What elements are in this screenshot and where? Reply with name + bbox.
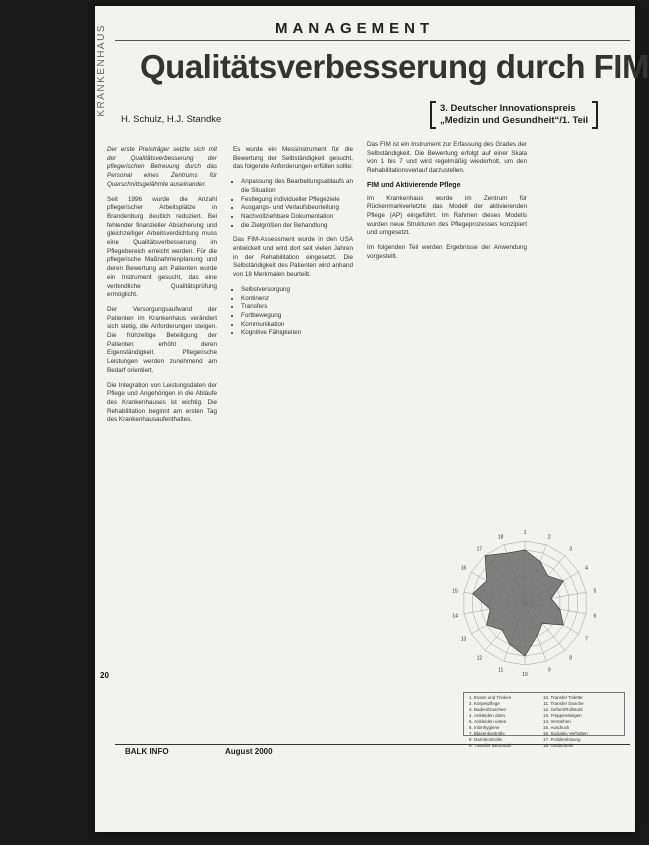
legend-entry: 1. Essen und Trinken xyxy=(474,695,546,701)
axis-label: 4 xyxy=(585,565,588,572)
legend-entry: 17. Problemlösung xyxy=(551,737,623,743)
page-footer xyxy=(115,744,630,757)
axis-label: 5 xyxy=(593,588,597,595)
axis-label: 12 xyxy=(476,655,483,662)
list-item: • Kontinenz xyxy=(241,295,353,304)
side-label: KRANKENHAUS xyxy=(96,24,107,117)
list-item: • Kognitive Fähigkeiten xyxy=(241,329,353,338)
header-rule xyxy=(115,40,630,41)
magazine-name: BALK INFO xyxy=(125,747,169,756)
paragraph: Seit 1996 wurde die Anzahl pflegerischer Arbeitsplätze in Brandenburg deutlich reduziert. Bei fehlender finanzieller Absicherung und gleichzeitiger Arbeitsverdichtung muss eine Qualitätsverbesserung im Pflegebereich erreicht werden. Für die pflegerische Maßnahmenplanung und deren Bewertung am Patienten wurde ein Instrument gesucht, das eine verbindliche Qualitätsprüfung ermöglicht. xyxy=(107,195,217,299)
bullet-list-2 xyxy=(233,286,353,338)
legend-entry: 4. Ankleiden oben xyxy=(474,713,546,719)
axis-label: 9 xyxy=(547,667,551,674)
bullet-list xyxy=(233,178,353,230)
series-box xyxy=(430,101,598,129)
list-item: • Festlegung individueller Pflegeziele xyxy=(241,196,353,205)
list-item: • Transfers xyxy=(241,303,353,312)
paragraph: Das FIM-Assessment wurde in den USA entwickelt und wird dort seit vielen Jahren in der Rehabilitation eingesetzt. Die Selbständigkeit des Patienten wird anhand von 18 Merkmalen beurteilt. xyxy=(233,236,353,279)
section-label: MANAGEMENT xyxy=(275,20,435,37)
legend-entry: 13. Treppensteigen xyxy=(551,713,623,719)
legend-entry: 14. Verstehen xyxy=(551,719,623,725)
list-item: • Selbstversorgung xyxy=(241,286,353,295)
axis-label: 14 xyxy=(452,613,458,620)
axis-label: 1 xyxy=(523,530,527,536)
paragraph: Der Versorgungsaufwand der Patienten im Krankenhaus verändert sich stetig, die Anforderungen steigen. Die frühzeitige Beteiligung der Patienten erhöht deren Eigenständigkeit. Pflegerische Leistungen werden zunehmend am Bedarf orientiert. xyxy=(107,305,217,374)
data-area xyxy=(473,550,564,656)
legend-entry: 18. Gedächtnis xyxy=(551,743,623,749)
axis-label: 16 xyxy=(460,565,467,572)
list-item: • die Zielgrößen der Behandlung xyxy=(241,222,353,231)
axis-label: 17 xyxy=(476,546,483,553)
axis-label: 8 xyxy=(569,655,572,662)
paragraph: Im Krankenhaus wurde im Zentrum für Rückenmarkverletzte das Modell der aktivierenden Pflege (AP) eingeführt. Im Rahmen dieses Modells wurden neue Strukturen des Pflegeprozesses konzipiert und umgesetzt. xyxy=(367,194,527,237)
page-number: 20 xyxy=(100,671,109,680)
list-item: • Fortbewegung xyxy=(241,312,353,321)
legend-entry: 3. Baden/Duschen xyxy=(474,707,546,713)
legend-entry: 2. Körperpflege xyxy=(474,701,546,707)
column-3 xyxy=(367,141,527,267)
list-item: • Nachvollziehbare Dokumentation xyxy=(241,213,353,222)
paragraph: Im folgenden Teil werden Ergebnisse der Anwendung vorgestellt. xyxy=(367,244,527,260)
column-1 xyxy=(107,146,217,431)
axis-label: 15 xyxy=(452,588,458,595)
paragraph: Es wurde ein Messinstrument für die Bewertung der Selbständigkeit gesucht, das folgende Anforderungen erfüllen sollte: xyxy=(233,146,353,171)
fim-radar-chart xyxy=(425,511,625,696)
legend-entry: 10. Transfer Toilette xyxy=(551,695,623,701)
article-title: Qualitätsverbesserung durch FIM xyxy=(140,48,649,85)
axis-label: 18 xyxy=(497,534,504,541)
paragraph: Das FIM ist ein Instrument zur Erfassung des Grades der Selbständigkeit. Die Bewertung erfolgt auf einer Skala von 1 bis 7 und wird regelmäßig wiederholt, um den Rehabilitationsverlauf darzustellen. xyxy=(367,141,527,175)
axis-label: 3 xyxy=(569,546,572,553)
subheading: FIM und Aktivierende Pflege xyxy=(367,181,461,189)
paragraph: Die Integration von Leistungsdaten der Pflege und Angehörigen in die Abläufe des Krankenhauses ist wichtig. Die Rehabilitation beginnt am ersten Tag des Krankenhausaufenthaltes. xyxy=(107,381,217,424)
article-intro: Der erste Preisträger setzte sich mit der Qualitätsverbesserung der pflegerischen Betreuung durch das Personal eines Zentrums für Querschnittsgelähmte auseinander. xyxy=(107,146,217,188)
axis-label: 11 xyxy=(498,667,504,674)
chart-legend xyxy=(463,692,625,748)
series-line-2: „Medizin und Gesundheit“/1. Teil xyxy=(440,115,589,126)
axis-label: 10 xyxy=(522,672,528,678)
legend-entry: 12. Gehen/Rollstuhl xyxy=(551,707,623,713)
legend-entry: 9. Transfer Bett/Stuhl xyxy=(474,743,546,749)
issue-date: August 2000 xyxy=(225,747,273,756)
column-2 xyxy=(233,146,353,344)
axis-label: 13 xyxy=(460,636,467,643)
legend-entry: 16. Soziales Verhalten xyxy=(551,731,623,737)
article-authors: H. Schulz, H.J. Standke xyxy=(121,114,222,125)
legend-entry: 8. Darmkontrolle xyxy=(474,737,546,743)
list-item: • Kommunikation xyxy=(241,321,353,330)
legend-entry: 15. Ausdruck xyxy=(551,725,623,731)
axis-label: 6 xyxy=(593,613,597,620)
axis-label: 7 xyxy=(585,636,588,643)
magazine-page xyxy=(95,6,649,832)
legend-entry: 5. Ankleiden unten xyxy=(474,719,546,725)
legend-entry: 6. Intimhygiene xyxy=(474,725,546,731)
list-item: • Ausgangs- und Verlaufsbeurteilung xyxy=(241,204,353,213)
list-item: • Anpassung des Bearbeitungsablaufs an die Situation xyxy=(241,178,353,195)
legend-list xyxy=(466,695,622,749)
series-line-1: 3. Deutscher Innovationspreis xyxy=(440,103,576,114)
legend-entry: 11. Transfer Dusche xyxy=(551,701,623,707)
legend-entry: 7. Blasenkontrolle xyxy=(474,731,546,737)
axis-label: 2 xyxy=(547,534,551,541)
